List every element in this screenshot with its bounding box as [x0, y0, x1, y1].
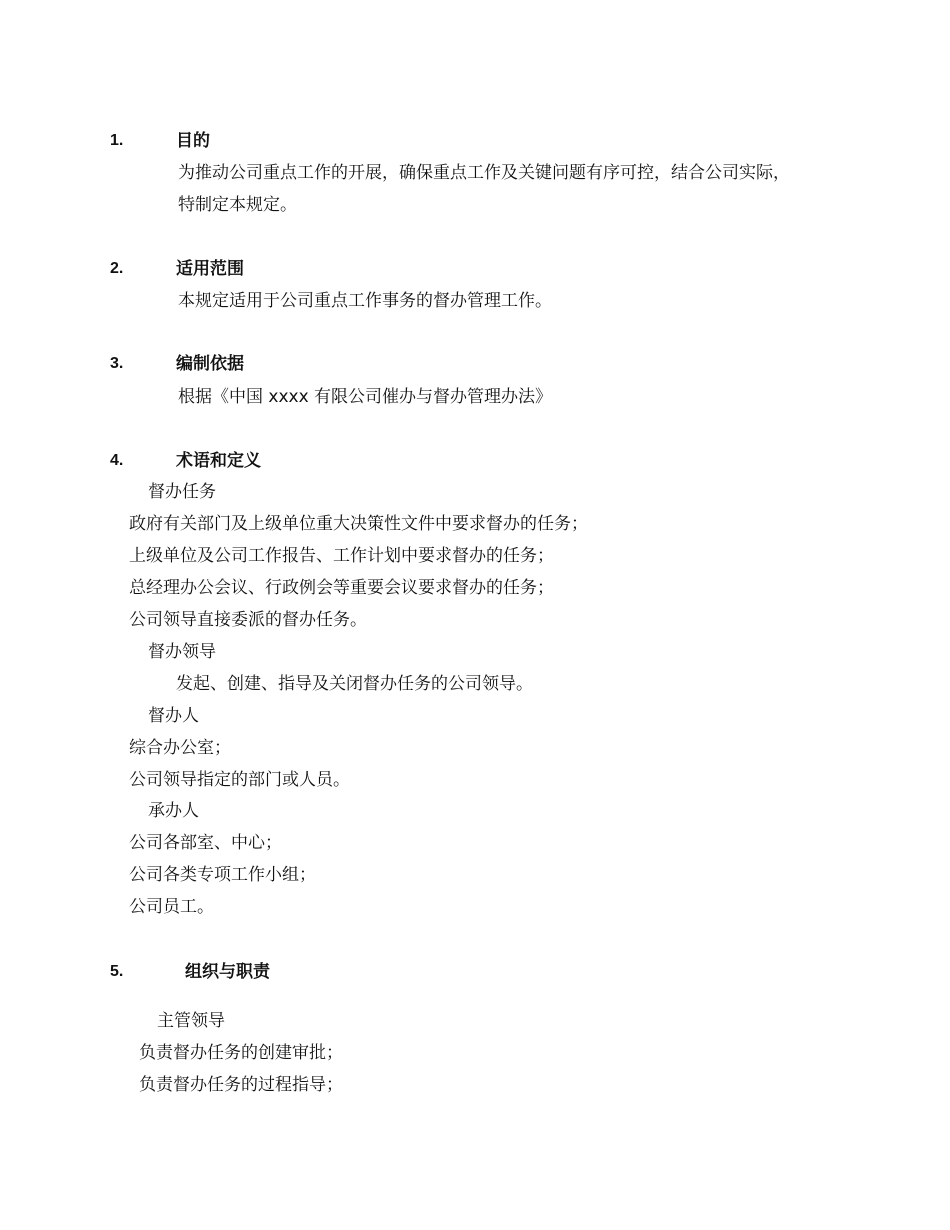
section-3-number: 3.: [110, 355, 124, 372]
section-1-heading: 目的: [176, 131, 210, 151]
section-1-number: 1.: [110, 132, 124, 149]
list-item: 公司领导直接委派的督办任务。: [129, 610, 367, 630]
section-5-heading: 组织与职责: [185, 962, 270, 982]
list-item: 公司各类专项工作小组；: [129, 865, 316, 885]
term-supervisor: 督办人: [148, 706, 199, 726]
list-item: 负责督办任务的创建审批；: [139, 1043, 343, 1063]
list-item: 公司员工。: [129, 897, 214, 917]
term-supervision-leader-definition: 发起、创建、指导及关闭督办任务的公司领导。: [176, 674, 533, 694]
section-4-number: 4.: [110, 452, 124, 469]
section-2-heading: 适用范围: [176, 259, 244, 279]
section-5-number: 5.: [110, 963, 124, 980]
section-1-text-line-2: 特制定本规定。: [178, 195, 297, 215]
list-item: 公司领导指定的部门或人员。: [129, 770, 350, 790]
term-undertaker: 承办人: [148, 801, 199, 821]
section-2-text-line-1: 本规定适用于公司重点工作事务的督办管理工作。: [178, 291, 552, 311]
list-item: 负责督办任务的过程指导；: [139, 1075, 343, 1095]
list-item: 上级单位及公司工作报告、工作计划中要求督办的任务；: [129, 546, 554, 566]
section-3-text-line-1: 根据《中国 xxxx 有限公司催办与督办管理办法》: [178, 387, 553, 407]
list-item: 政府有关部门及上级单位重大决策性文件中要求督办的任务；: [129, 514, 588, 534]
section-2-number: 2.: [110, 260, 124, 277]
list-item: 综合办公室；: [129, 738, 231, 758]
section-3-heading: 编制依据: [176, 354, 244, 374]
section-4-heading: 术语和定义: [176, 451, 261, 471]
term-supervision-task: 督办任务: [148, 482, 216, 502]
term-chief-leader: 主管领导: [157, 1011, 225, 1031]
list-item: 总经理办公会议、行政例会等重要会议要求督办的任务；: [129, 578, 554, 598]
section-1-text-line-1: 为推动公司重点工作的开展，确保重点工作及关键问题有序可控，结合公司实际，: [178, 163, 790, 183]
list-item: 公司各部室、中心；: [129, 833, 282, 853]
term-supervision-leader: 督办领导: [148, 642, 216, 662]
